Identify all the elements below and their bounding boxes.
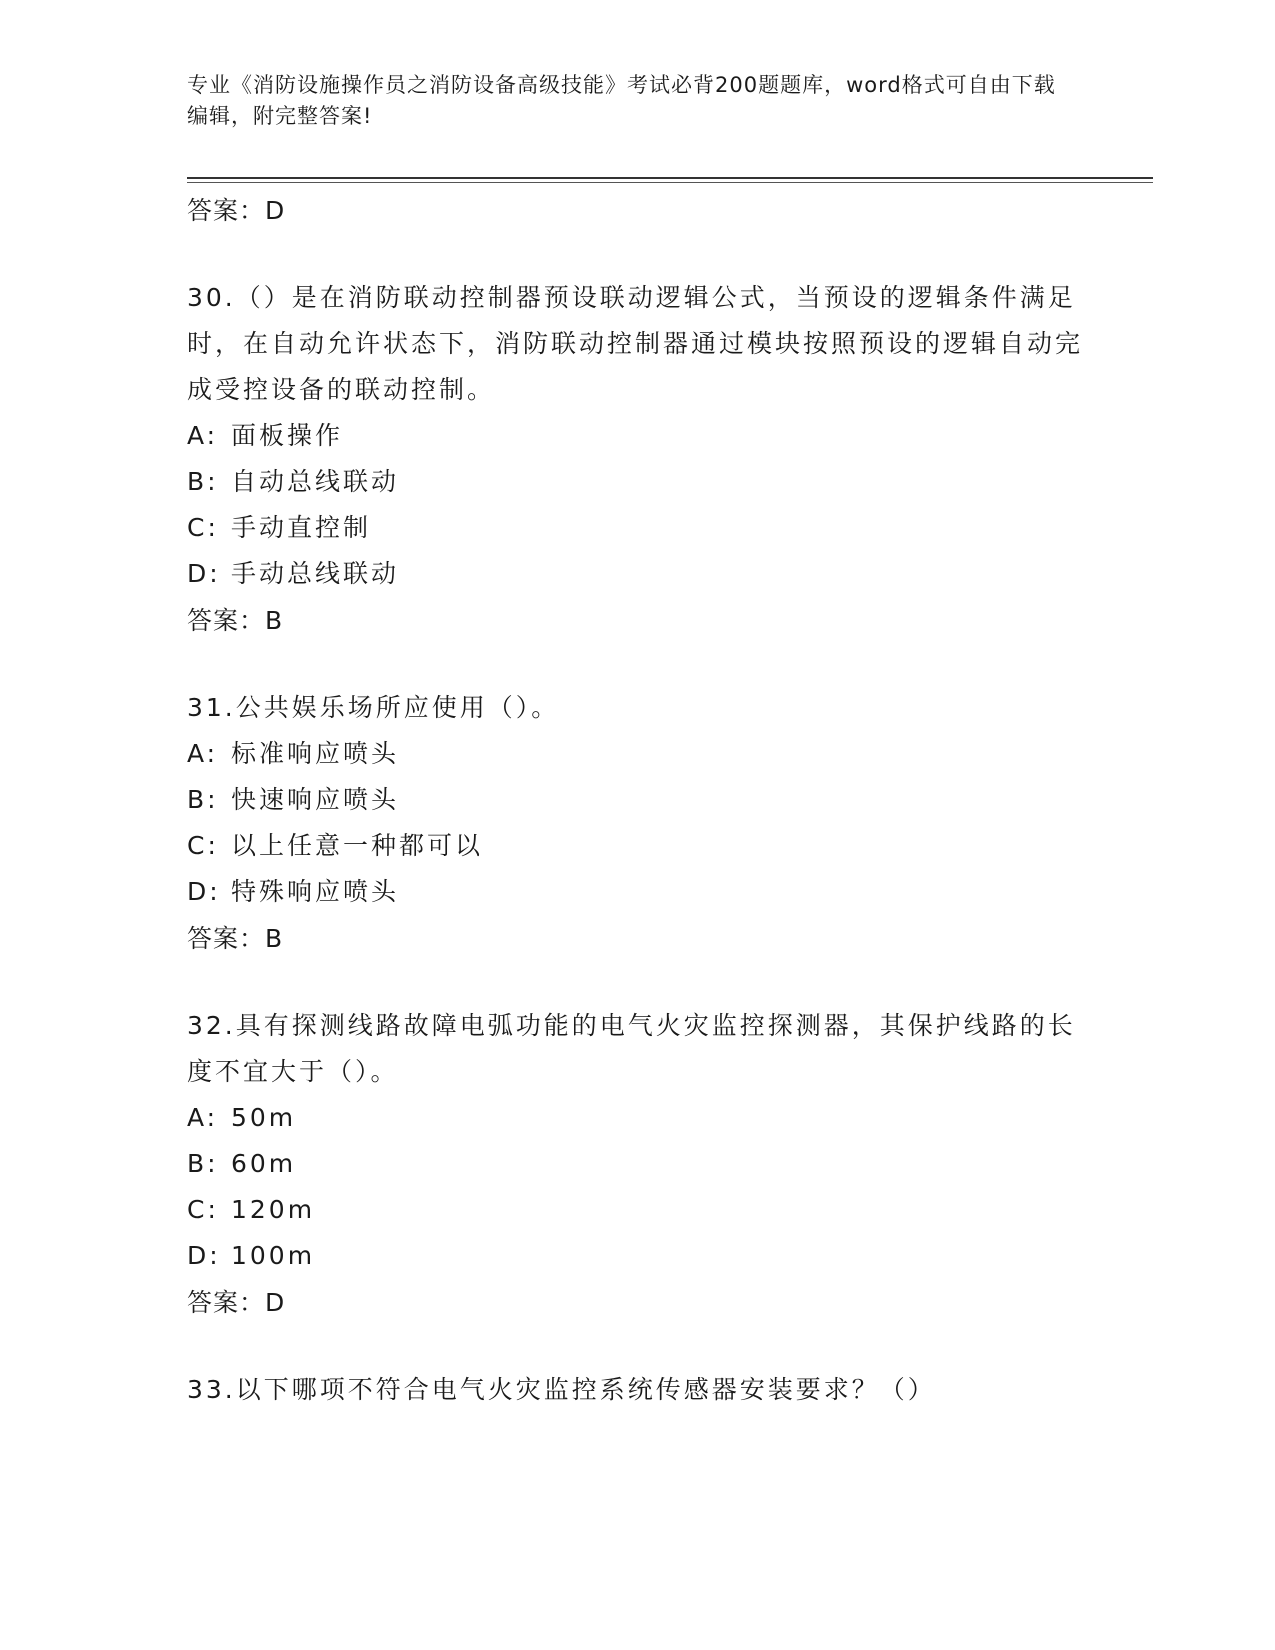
question-stem: 32.具有探测线路故障电弧功能的电气火灾监控探测器，其保护线路的长度不宜大于（）。 [187,1011,1076,1086]
answer: 答案：B [187,924,284,953]
option-key: D: [187,877,221,906]
answer: 答案：B [187,606,284,635]
option-key: B: [187,785,219,814]
option-a [187,1095,1087,1141]
option-key: D: [187,559,221,588]
question-32 [187,1003,1087,1327]
option-a [187,731,1087,777]
option-d [187,551,1087,597]
option-text: 面板操作 [231,421,344,450]
option-key: D: [187,1241,221,1270]
option-key: A: [187,421,219,450]
option-key: C: [187,831,219,860]
option-text: 快速响应喷头 [231,785,400,814]
option-b [187,777,1087,823]
option-text: 100m [231,1241,316,1270]
option-b [187,459,1087,505]
option-key: C: [187,513,219,542]
option-text: 60m [231,1149,297,1178]
answer: 答案：D [187,1288,286,1317]
page-header: 专业《消防设施操作员之消防设备高级技能》考试必背200题题库，word格式可自由下载编辑，附完整答案! [187,73,1056,128]
option-text: 手动直控制 [231,513,372,542]
header-divider-thin [187,182,1153,183]
question-33 [187,1367,1087,1413]
option-key: A: [187,739,219,768]
option-c [187,823,1087,869]
option-key: B: [187,467,219,496]
option-text: 标准响应喷头 [231,739,400,768]
option-d [187,1233,1087,1279]
question-31 [187,685,1087,963]
option-text: 120m [231,1195,316,1224]
option-text: 自动总线联动 [231,467,400,496]
question-stem: 31.公共娱乐场所应使用（）。 [187,693,560,722]
question-list [187,187,1087,1413]
option-c [187,505,1087,551]
option-a [187,413,1087,459]
header-divider-thick [187,177,1153,179]
option-c [187,1187,1087,1233]
option-d [187,869,1087,915]
previous-answer: 答案：D [187,196,286,225]
option-b [187,1141,1087,1187]
question-stem: 30.（）是在消防联动控制器预设联动逻辑公式，当预设的逻辑条件满足时，在自动允许状态下，消防联动控制器通过模块按照预设的逻辑自动完成受控设备的联动控制。 [187,283,1084,404]
option-text: 50m [231,1103,297,1132]
option-key: B: [187,1149,219,1178]
option-text: 手动总线联动 [231,559,400,588]
option-key: C: [187,1195,219,1224]
option-key: A: [187,1103,219,1132]
option-text: 以上任意一种都可以 [231,831,484,860]
question-30 [187,275,1087,645]
option-text: 特殊响应喷头 [231,877,400,906]
question-stem: 33.以下哪项不符合电气火灾监控系统传感器安装要求？（） [187,1375,936,1404]
